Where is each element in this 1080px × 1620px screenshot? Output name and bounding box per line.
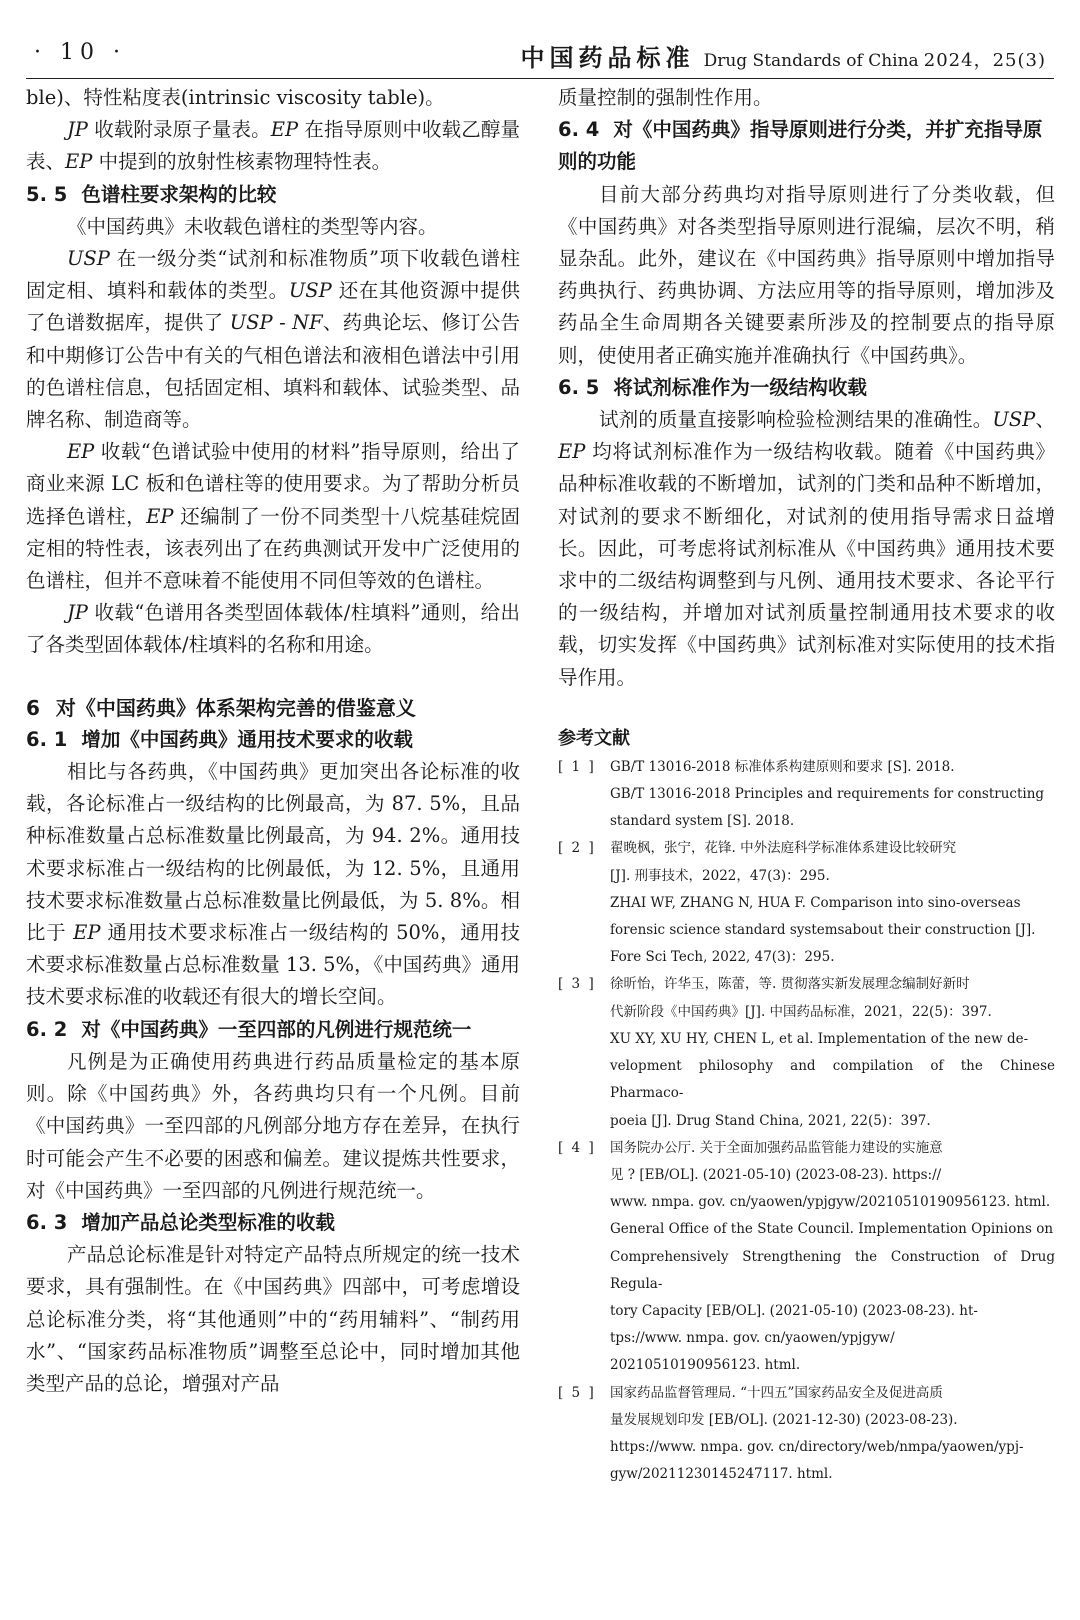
reference-number: [ 3 ] xyxy=(558,976,596,993)
reference-line: 见 ? [EB/OL]. (2021-05-10) (2023-08-23). https:// xyxy=(610,1166,942,1183)
page-header xyxy=(26,38,1054,79)
section-heading-6-3: 6. 3 增加产品总论类型标准的收载 xyxy=(26,1210,335,1234)
journal-title xyxy=(520,38,1046,73)
reference-line: velopment philosophy and compilation of the Chinese Pharmaco- xyxy=(610,1058,1055,1102)
reference-item xyxy=(558,1135,1055,1380)
reference-line: https://www. nmpa. gov. cn/directory/web/nmpa/yaowen/ypj- xyxy=(610,1438,1024,1455)
reference-line: forensic science standard systemsabout their construction [J]. xyxy=(610,922,1036,939)
section-heading-6-4: 6. 4 对《中国药典》指导原则进行分类，并扩充指导原则的功能 xyxy=(558,118,1043,174)
reference-line: tory Capacity [EB/OL]. (2021-05-10) (2023-08-23). ht- xyxy=(610,1302,978,1319)
paragraph: JP 收载附录原子量表。EP 在指导原则中收载乙醇量表、EP 中提到的放射性核素物理特性表。 xyxy=(26,118,521,174)
section-heading-6-1: 6. 1 增加《中国药典》通用技术要求的收载 xyxy=(26,727,413,751)
reference-number: [ 5 ] xyxy=(558,1384,596,1401)
reference-line: 代新阶段《中国药典》[J]. 中国药品标准，2021，22(5)：397. xyxy=(610,1003,992,1020)
reference-line: 国家药品监督管理局. “十四五”国家药品安全及促进高质 xyxy=(610,1384,943,1401)
reference-number: [ 4 ] xyxy=(558,1139,596,1156)
reference-line: ZHAI WF, ZHANG N, HUA F. Comparison into sino-overseas xyxy=(610,894,1021,911)
reference-line: standard system [S]. 2018. xyxy=(610,813,795,830)
section-heading-6-5: 6. 5 将试剂标准作为一级结构收载 xyxy=(558,375,867,399)
paragraph: USP 在一级分类“试剂和标准物质”项下收载色谱柱固定相、填料和载体的类型。USP 还在其他资源中提供了色谱数据库，提供了 USP - NF、药典论坛、修订公告和中期修订公告中有关的气相色谱法和液相色谱法中引用的色谱柱信息，包括固定相、填料和载体、试验类型、品牌名称、制造商等。 xyxy=(26,247,520,432)
reference-line: 徐昕怡，许华玉，陈蕾，等. 贯彻落实新发展理念编制好新时 xyxy=(610,976,970,993)
spacer xyxy=(26,662,520,692)
paragraph: 产品总论标准是针对特定产品特点所规定的统一技术要求，具有强制性。在《中国药典》四部中，可考虑增设总论标准分类，将“其他通则”中的“药用辅料”、“制药用水”、“国家药品标准物质”调整至总论中，同时增加其他类型产品的总论，增强对产品 xyxy=(26,1243,520,1395)
paragraph: EP 收载“色谱试验中使用的材料”指导原则，给出了商业来源 LC 板和色谱柱等的使用要求。为了帮助分析员选择色谱柱，EP 还编制了一份不同类型十八烷基硅烷固定相的特性表，该表列出了在药典测试开发中广泛使用的色谱柱，但并不意味着不能使用不同但等效的色谱柱。 xyxy=(26,440,520,593)
reference-number: [ 2 ] xyxy=(558,840,596,857)
journal-title-cn: 中国药品标准 xyxy=(520,43,695,72)
reference-line: 20210510190956123. html. xyxy=(610,1357,801,1374)
reference-item xyxy=(558,754,1055,836)
right-column xyxy=(558,82,1055,1488)
paragraph: 《中国药典》未收载色谱柱的类型等内容。 xyxy=(66,214,438,238)
reference-line: GB/T 13016-2018 标准体系构建原则和要求 [S]. 2018. xyxy=(610,758,955,775)
paragraph: 凡例是为正确使用药典进行药品质量检定的基本原则。除《中国药典》外，各药典均只有一个凡例。目前《中国药典》一至四部的凡例部分地方存在差异，在执行时可能会产生不必要的困惑和偏差。建议提炼共性要求，对《中国药典》一至四部的凡例进行规范统一。 xyxy=(26,1049,520,1202)
reference-line: Fore Sci Tech, 2022, 47(3)：295. xyxy=(610,949,835,966)
paragraph: 目前大部分药典均对指导原则进行了分类收载，但《中国药典》对各类型指导原则进行混编，层次不明，稍显杂乱。此外，建议在《中国药典》指导原则中增加指导药典执行、药典协调、方法应用等的指导原则，增加涉及药品全生命周期各关键要素所涉及的控制要点的指导原则，使使用者正确实施并准确执行《中国药典》。 xyxy=(558,182,1055,367)
reference-item xyxy=(558,971,1055,1134)
reference-item xyxy=(558,1380,1055,1489)
section-heading-6-2: 6. 2 对《中国药典》一至四部的凡例进行规范统一 xyxy=(26,1017,472,1041)
section-heading-5-5: 5. 5 色谱柱要求架构的比较 xyxy=(26,182,277,206)
reference-line: tps://www. nmpa. gov. cn/yaowen/ypjgyw/ xyxy=(610,1330,895,1347)
references-title: 参考文献 xyxy=(558,727,630,749)
journal-title-en: Drug Standards of China xyxy=(703,51,919,71)
paragraph: JP 收载“色谱用各类型固体载体/柱填料”通则，给出了各类型固体载体/柱填料的名称和用途。 xyxy=(26,601,520,657)
left-column xyxy=(26,82,520,1400)
paragraph: 相比与各药典，《中国药典》更加突出各论标准的收载，各论标准占一级结构的比例最高，为 87. 5%，且品种标准数量占总标准数量比例最高，为 94. 2%。通用技术要求标准占一级结构的比例最低，为 12. 5%，且通用技术要求标准数量占总标准数量比例最低，为 5. 8%。相比于 EP 通用技术要求标准占一级结构的 50%，通用技术要求标准数量占总标准数量 13. 5%，《中国药典》通用技术要求标准的收载还有很大的增长空间。 xyxy=(26,760,520,1009)
section-heading-6: 6 对《中国药典》体系架构完善的借鉴意义 xyxy=(26,695,416,720)
reference-item xyxy=(558,835,1055,971)
paragraph: ble)、特性粘度表(intrinsic viscosity table)。 xyxy=(26,86,445,109)
spacer xyxy=(558,694,1055,716)
reference-line: 国务院办公厅. 关于全面加强药品监管能力建设的实施意 xyxy=(610,1139,943,1156)
reference-line: XU XY, XU HY, CHEN L, et al. Implementation of the new de- xyxy=(610,1030,1029,1047)
page-number: · 10 · xyxy=(34,40,126,65)
reference-line: gyw/20211230145247117. html. xyxy=(610,1466,833,1483)
reference-line: Comprehensively Strengthening the Construction of Drug Regula- xyxy=(610,1248,1055,1292)
reference-number: [ 1 ] xyxy=(558,758,596,775)
reference-line: General Office of the State Council. Implementation Opinions on xyxy=(610,1221,1054,1238)
reference-line: www. nmpa. gov. cn/yaowen/ypjgyw/20210510190956123. html. xyxy=(610,1194,1051,1211)
reference-line: poeia [J]. Drug Stand China, 2021, 22(5)：397. xyxy=(610,1112,931,1129)
reference-line: [J]. 刑事技术，2022，47(3)：295. xyxy=(610,867,830,884)
reference-line: 量发展规划印发 [EB/OL]. (2021-12-30) (2023-08-23). xyxy=(610,1411,958,1428)
paragraph: 试剂的质量直接影响检验检测结果的准确性。USP、EP 均将试剂标准作为一级结构收载。随着《中国药典》品种标准收载的不断增加，试剂的门类和品种不断增加，对试剂的要求不断细化，对试剂的使用指导需求日益增长。因此，可考虑将试剂标准从《中国药典》通用技术要求中的二级结构调整到与凡例、通用技术要求、各论平行的一级结构，并增加对试剂质量控制通用技术要求的收载，切实发挥《中国药典》试剂标准对实际使用的技术指导作用。 xyxy=(558,408,1055,689)
paragraph: 质量控制的强制性作用。 xyxy=(558,86,773,109)
reference-line: GB/T 13016-2018 Principles and requirements for constructing xyxy=(610,786,1045,803)
reference-line: 翟晚枫，张宁，花锋. 中外法庭科学标准体系建设比较研究 xyxy=(610,840,957,857)
reference-list xyxy=(558,754,1055,1488)
journal-issue: 2024，25(3) xyxy=(923,50,1046,71)
